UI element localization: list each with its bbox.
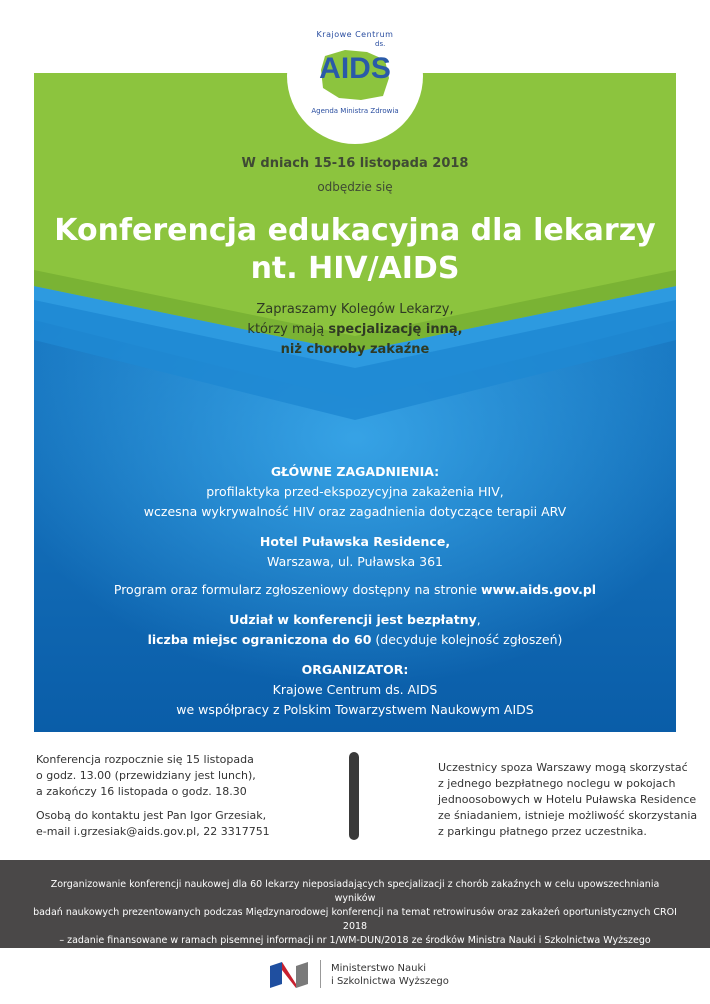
topics-section (0, 462, 710, 522)
venue-address: Warszawa, ul. Puławska 361 (267, 554, 443, 569)
accommodation-line-3: jednoosobowych w Hotelu Puławska Residence (438, 793, 697, 806)
invite-line-2 (0, 320, 710, 340)
event-subtitle: odbędzie się (317, 180, 393, 194)
logo-top-text: Krajowe Centrum (316, 30, 394, 39)
contact-line-1: Osobą do kontaktu jest Pan Igor Grzesiak, (36, 809, 267, 822)
invite-line-1: Zapraszamy Kolegów Lekarzy, (256, 302, 454, 317)
ministry-line-2: i Szkolnictwa Wyższego (331, 976, 449, 987)
topics-line-2: wczesna wykrywalność HIV oraz zagadnienia dotyczące terapii ARV (143, 504, 567, 519)
accommodation-line-5: z parkingu płatnego przez uczestnika. (438, 825, 647, 838)
free-participation-comma: , (476, 612, 481, 627)
column-divider (349, 752, 359, 840)
funding-line-4: przeznaczonych na działalność upowszechniającą naukę. (219, 949, 491, 960)
ministry-logo-icon (270, 962, 312, 988)
free-participation: Udział w konferencji jest bezpłatny (229, 612, 477, 627)
funding-line-3: – zadanie finansowane w ramach pisemnej informacji nr 1/WM-DUN/2018 ze środków Ministra Nauki i Szkolnictwa Wyższego (59, 935, 651, 946)
venue-name: Hotel Puławska Residence, (259, 534, 451, 549)
invite-line-2-bold: specjalizację inną, (328, 322, 463, 337)
title-line-1: Konferencja edukacyjna dla lekarzy (54, 213, 656, 248)
venue-section (0, 532, 710, 572)
program-text: Program oraz formularz zgłoszeniowy dostępny na stronie (113, 582, 481, 597)
funding-line-1: Zorganizowanie konferencji naukowej dla 60 lekarzy nieposiadających specjalizacji z chorób zakaźnych w celu upowszechniania wyników (50, 879, 660, 904)
accommodation-line-1: Uczestnicy spoza Warszawy mogą skorzystać (438, 761, 688, 774)
seat-limit-note: (decyduje kolejność zgłoszeń) (371, 632, 563, 647)
schedule-line-3: a zakończy 16 listopada o godz. 18.30 (36, 785, 247, 798)
schedule-line-2: o godz. 13.00 (przewidziany jest lunch), (36, 769, 256, 782)
organizer-heading: ORGANIZATOR: (301, 662, 409, 677)
funding-text (30, 878, 680, 962)
program-link[interactable]: www.aids.gov.pl (481, 582, 597, 597)
logo-bottom-text: Agenda Ministra Zdrowia (311, 107, 399, 115)
seat-limit: liczba miejsc ograniczona do 60 (147, 632, 372, 647)
ministry-line-1: Ministerstwo Nauki (331, 963, 427, 974)
event-date: W dniach 15-16 listopada 2018 (241, 156, 469, 171)
schedule-info (36, 752, 336, 800)
title-line-2: nt. HIV/AIDS (250, 251, 460, 286)
logo-ds-text: ds. (375, 40, 386, 48)
ministry-name (331, 962, 449, 988)
accommodation-info (438, 760, 698, 840)
participation-section (0, 610, 710, 650)
funding-line-2: badań naukowych prezentowanych podczas Międzynarodowej konferencji na temat retrowirusów oraz zakażeń oportunistycznych CROI 2018 (33, 907, 677, 932)
contact-info (36, 808, 336, 840)
page-title (0, 212, 710, 288)
schedule-line-1: Konferencja rozpocznie się 15 listopada (36, 753, 254, 766)
topics-line-1: profilaktyka przed-ekspozycyjna zakażenia HIV, (206, 484, 504, 499)
organizer-line-1: Krajowe Centrum ds. AIDS (272, 682, 438, 697)
invite-line-2-regular: którzy mają (247, 322, 329, 337)
logo-name: AIDS (319, 52, 391, 85)
accommodation-line-4: ze śniadaniem, istnieje możliwość skorzystania (438, 809, 698, 822)
organizer-section (0, 660, 710, 720)
logo (287, 8, 423, 144)
ministry-separator (320, 960, 321, 988)
contact-line-2: e-mail i.grzesiak@aids.gov.pl, 22 3317751 (36, 825, 270, 838)
topics-heading: GŁÓWNE ZAGADNIENIA: (270, 464, 440, 479)
invite-line-3: niż choroby zakaźne (280, 342, 430, 357)
invitation (0, 300, 710, 360)
organizer-line-2: we współpracy z Polskim Towarzystwem Naukowym AIDS (176, 702, 534, 717)
accommodation-line-2: z jednego bezpłatnego noclegu w pokojach (438, 777, 676, 790)
program-section (0, 580, 710, 600)
